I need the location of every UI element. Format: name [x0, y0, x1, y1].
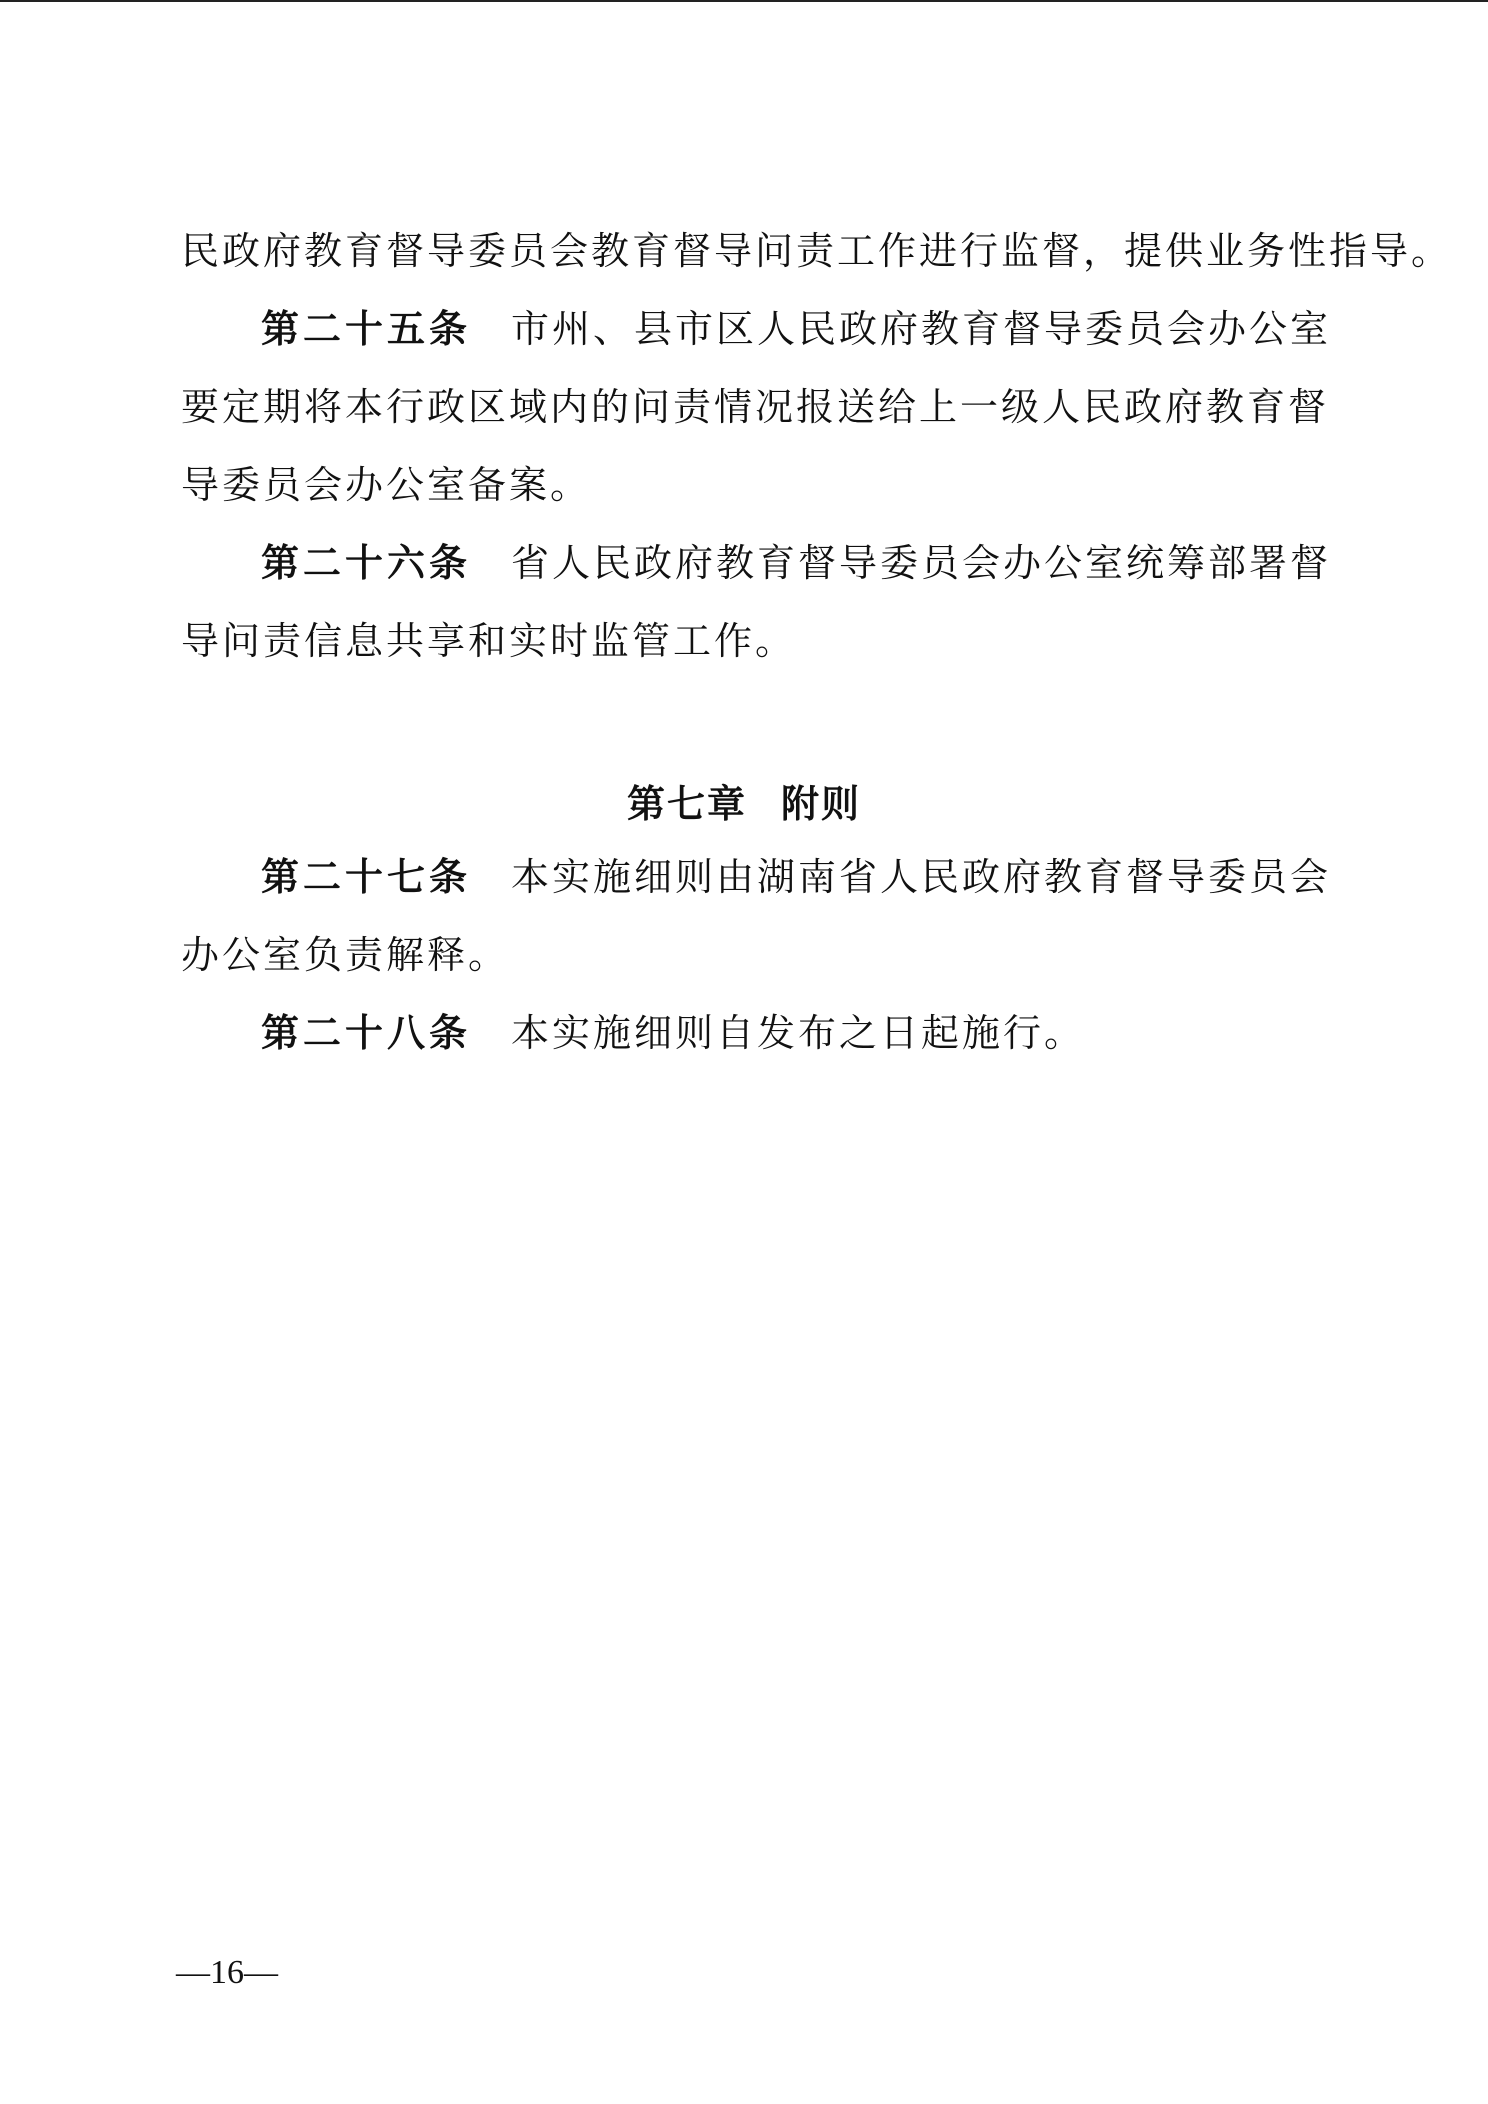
article-25-line-1	[181, 290, 1332, 368]
body-text-lower	[181, 838, 1332, 1072]
chapter-title: 附则	[781, 782, 862, 826]
body-text-upper	[181, 212, 1453, 680]
page-number: —16—	[176, 1954, 278, 1991]
article-26-text-2: 导问责信息共享和实时监管工作。	[181, 619, 797, 663]
article-26-line-1	[181, 524, 1332, 602]
article-27-number: 第二十七条	[261, 855, 472, 899]
article-25-text-2: 要定期将本行政区域内的问责情况报送给上一级人民政府教育督	[181, 385, 1330, 429]
article-25-text-1: 市州、县市区人民政府教育督导委员会办公室	[511, 307, 1332, 351]
article-28-text-1: 本实施细则自发布之日起施行。	[511, 1011, 1086, 1055]
article-28-line-1	[181, 994, 1309, 1072]
article-28-number: 第二十八条	[261, 1011, 472, 1055]
top-border-line	[0, 0, 1488, 2]
article-27-line-1	[181, 838, 1332, 916]
chapter-heading	[0, 765, 1488, 843]
article-26-number: 第二十六条	[261, 541, 472, 585]
article-27-text-1: 本实施细则由湖南省人民政府教育督导委员会	[511, 855, 1332, 899]
article-25-text-3: 导委员会办公室备案。	[181, 463, 592, 507]
article-27-text-2: 办公室负责解释。	[181, 933, 510, 977]
chapter-label: 第七章	[626, 782, 747, 826]
article-26-text-1: 省人民政府教育督导委员会办公室统筹部署督	[511, 541, 1332, 585]
article-25-number: 第二十五条	[261, 307, 472, 351]
continuation-line: 民政府教育督导委员会教育督导问责工作进行监督，提供业务性指导。	[181, 229, 1453, 273]
